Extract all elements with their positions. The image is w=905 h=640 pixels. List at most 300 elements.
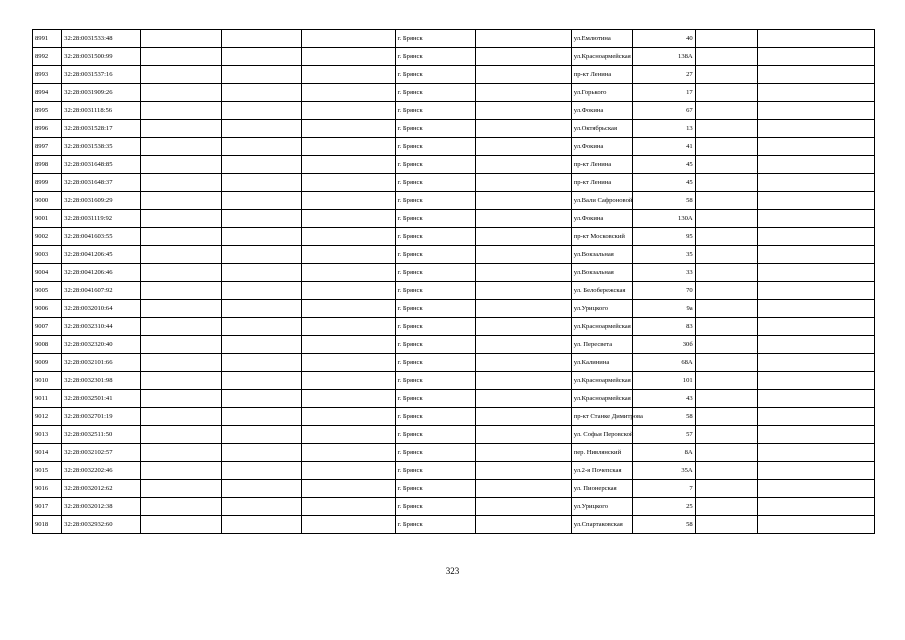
house-number: 8А xyxy=(633,444,696,462)
house-number: 58 xyxy=(633,516,696,534)
empty-cell xyxy=(758,390,875,408)
street-cell: ул.Емлютина xyxy=(571,30,632,48)
empty-cell xyxy=(695,336,758,354)
empty-cell xyxy=(475,120,571,138)
empty-cell xyxy=(758,426,875,444)
city-cell: г. Брянск xyxy=(395,498,475,516)
empty-cell xyxy=(141,120,221,138)
street-cell: ул.Урицкого xyxy=(571,498,632,516)
empty-cell xyxy=(221,354,301,372)
empty-cell xyxy=(475,498,571,516)
street-cell: ул. Белобережская xyxy=(571,282,632,300)
city-cell: г. Брянск xyxy=(395,102,475,120)
empty-cell xyxy=(301,462,395,480)
empty-cell xyxy=(758,480,875,498)
cadastral-number: 32:28:0032012:62 xyxy=(62,480,141,498)
empty-cell xyxy=(221,318,301,336)
empty-cell xyxy=(475,264,571,282)
table-row xyxy=(33,156,875,174)
row-number: 9017 xyxy=(33,498,62,516)
cadastral-number: 32:28:0032012:38 xyxy=(62,498,141,516)
empty-cell xyxy=(301,246,395,264)
cadastral-number: 32:28:0031119:92 xyxy=(62,210,141,228)
row-number: 9004 xyxy=(33,264,62,282)
cadastral-number: 32:28:0031538:35 xyxy=(62,138,141,156)
empty-cell xyxy=(758,408,875,426)
empty-cell xyxy=(695,138,758,156)
street-cell: пр-кт Ленина xyxy=(571,174,632,192)
empty-cell xyxy=(221,498,301,516)
street-cell: ул. Пересвета xyxy=(571,336,632,354)
empty-cell xyxy=(695,84,758,102)
empty-cell xyxy=(475,84,571,102)
empty-cell xyxy=(141,156,221,174)
cadastral-number: 32:28:0031533:48 xyxy=(62,30,141,48)
empty-cell xyxy=(758,120,875,138)
house-number: 30б xyxy=(633,336,696,354)
empty-cell xyxy=(695,516,758,534)
empty-cell xyxy=(758,282,875,300)
house-number: 130А xyxy=(633,210,696,228)
cadastral-number: 32:28:0041206:46 xyxy=(62,264,141,282)
empty-cell xyxy=(695,354,758,372)
table-row xyxy=(33,462,875,480)
house-number: 45 xyxy=(633,156,696,174)
city-cell: г. Брянск xyxy=(395,246,475,264)
house-number: 68А xyxy=(633,354,696,372)
empty-cell xyxy=(141,84,221,102)
table-row xyxy=(33,336,875,354)
empty-cell xyxy=(221,264,301,282)
empty-cell xyxy=(758,156,875,174)
street-cell: пр-кт Ленина xyxy=(571,156,632,174)
house-number: 83 xyxy=(633,318,696,336)
table-row xyxy=(33,390,875,408)
city-cell: г. Брянск xyxy=(395,156,475,174)
city-cell: г. Брянск xyxy=(395,444,475,462)
street-cell: ул. Софьи Перовской xyxy=(571,426,632,444)
table-row xyxy=(33,354,875,372)
empty-cell xyxy=(301,84,395,102)
empty-cell xyxy=(758,84,875,102)
house-number: 27 xyxy=(633,66,696,84)
cadastral-number: 32:28:0031528:17 xyxy=(62,120,141,138)
empty-cell xyxy=(695,300,758,318)
house-number: 33 xyxy=(633,264,696,282)
empty-cell xyxy=(758,444,875,462)
empty-cell xyxy=(475,372,571,390)
empty-cell xyxy=(695,282,758,300)
cadastral-number: 32:28:0032501:41 xyxy=(62,390,141,408)
table-row xyxy=(33,282,875,300)
empty-cell xyxy=(141,516,221,534)
table-row xyxy=(33,372,875,390)
row-number: 9013 xyxy=(33,426,62,444)
cadastral-number: 32:28:0031537:16 xyxy=(62,66,141,84)
city-cell: г. Брянск xyxy=(395,66,475,84)
empty-cell xyxy=(758,66,875,84)
empty-cell xyxy=(221,336,301,354)
city-cell: г. Брянск xyxy=(395,426,475,444)
city-cell: г. Брянск xyxy=(395,336,475,354)
empty-cell xyxy=(301,282,395,300)
table-row xyxy=(33,48,875,66)
register-table xyxy=(32,29,875,534)
city-cell: г. Брянск xyxy=(395,120,475,138)
empty-cell xyxy=(301,336,395,354)
city-cell: г. Брянск xyxy=(395,174,475,192)
empty-cell xyxy=(221,102,301,120)
empty-cell xyxy=(475,354,571,372)
house-number: 17 xyxy=(633,84,696,102)
empty-cell xyxy=(475,48,571,66)
empty-cell xyxy=(475,228,571,246)
city-cell: г. Брянск xyxy=(395,300,475,318)
table-row xyxy=(33,318,875,336)
row-number: 8992 xyxy=(33,48,62,66)
city-cell: г. Брянск xyxy=(395,84,475,102)
row-number: 9011 xyxy=(33,390,62,408)
house-number: 67 xyxy=(633,102,696,120)
row-number: 8997 xyxy=(33,138,62,156)
empty-cell xyxy=(475,246,571,264)
empty-cell xyxy=(475,390,571,408)
table-row xyxy=(33,66,875,84)
empty-cell xyxy=(301,120,395,138)
cadastral-number: 32:28:0031648:37 xyxy=(62,174,141,192)
table-row xyxy=(33,516,875,534)
empty-cell xyxy=(141,390,221,408)
row-number: 9000 xyxy=(33,192,62,210)
city-cell: г. Брянск xyxy=(395,30,475,48)
cadastral-number: 32:28:0041607:92 xyxy=(62,282,141,300)
house-number: 43 xyxy=(633,390,696,408)
street-cell: пр-кт Московский xyxy=(571,228,632,246)
empty-cell xyxy=(475,102,571,120)
empty-cell xyxy=(475,66,571,84)
street-cell: ул.Горького xyxy=(571,84,632,102)
row-number: 9010 xyxy=(33,372,62,390)
empty-cell xyxy=(695,102,758,120)
empty-cell xyxy=(475,156,571,174)
empty-cell xyxy=(221,228,301,246)
empty-cell xyxy=(475,462,571,480)
empty-cell xyxy=(758,264,875,282)
empty-cell xyxy=(695,66,758,84)
house-number: 58 xyxy=(633,408,696,426)
empty-cell xyxy=(141,480,221,498)
empty-cell xyxy=(301,192,395,210)
empty-cell xyxy=(301,210,395,228)
empty-cell xyxy=(475,300,571,318)
empty-cell xyxy=(758,246,875,264)
empty-cell xyxy=(141,282,221,300)
empty-cell xyxy=(221,84,301,102)
empty-cell xyxy=(141,426,221,444)
row-number: 9018 xyxy=(33,516,62,534)
empty-cell xyxy=(475,210,571,228)
empty-cell xyxy=(758,516,875,534)
empty-cell xyxy=(695,372,758,390)
city-cell: г. Брянск xyxy=(395,282,475,300)
empty-cell xyxy=(475,336,571,354)
street-cell: ул.2-я Почепская xyxy=(571,462,632,480)
row-number: 8995 xyxy=(33,102,62,120)
house-number: 41 xyxy=(633,138,696,156)
cadastral-number: 32:28:0032010:64 xyxy=(62,300,141,318)
street-cell: пр-кт Станке Димитрова xyxy=(571,408,632,426)
empty-cell xyxy=(695,192,758,210)
empty-cell xyxy=(221,120,301,138)
street-cell: ул.Красноармейская xyxy=(571,318,632,336)
empty-cell xyxy=(221,30,301,48)
table-row xyxy=(33,264,875,282)
empty-cell xyxy=(221,282,301,300)
table-row xyxy=(33,300,875,318)
empty-cell xyxy=(221,444,301,462)
empty-cell xyxy=(695,390,758,408)
row-number: 9007 xyxy=(33,318,62,336)
empty-cell xyxy=(141,48,221,66)
empty-cell xyxy=(695,480,758,498)
city-cell: г. Брянск xyxy=(395,372,475,390)
cadastral-number: 32:28:0032310:44 xyxy=(62,318,141,336)
empty-cell xyxy=(475,480,571,498)
empty-cell xyxy=(221,426,301,444)
house-number: 58 xyxy=(633,192,696,210)
house-number: 70 xyxy=(633,282,696,300)
empty-cell xyxy=(301,426,395,444)
table-row xyxy=(33,30,875,48)
empty-cell xyxy=(695,408,758,426)
city-cell: г. Брянск xyxy=(395,210,475,228)
empty-cell xyxy=(221,174,301,192)
empty-cell xyxy=(301,444,395,462)
empty-cell xyxy=(301,138,395,156)
empty-cell xyxy=(758,372,875,390)
empty-cell xyxy=(758,192,875,210)
empty-cell xyxy=(758,174,875,192)
empty-cell xyxy=(221,192,301,210)
cadastral-number: 32:28:0041603:55 xyxy=(62,228,141,246)
empty-cell xyxy=(301,480,395,498)
empty-cell xyxy=(221,300,301,318)
empty-cell xyxy=(221,138,301,156)
table-row xyxy=(33,498,875,516)
empty-cell xyxy=(221,66,301,84)
city-cell: г. Брянск xyxy=(395,138,475,156)
empty-cell xyxy=(141,354,221,372)
empty-cell xyxy=(301,408,395,426)
empty-cell xyxy=(758,48,875,66)
house-number: 138А xyxy=(633,48,696,66)
row-number: 9005 xyxy=(33,282,62,300)
empty-cell xyxy=(695,174,758,192)
table-row xyxy=(33,480,875,498)
empty-cell xyxy=(141,372,221,390)
empty-cell xyxy=(221,408,301,426)
empty-cell xyxy=(141,498,221,516)
empty-cell xyxy=(475,444,571,462)
cadastral-number: 32:28:0032301:98 xyxy=(62,372,141,390)
empty-cell xyxy=(301,390,395,408)
cadastral-number: 32:28:0032511:50 xyxy=(62,426,141,444)
row-number: 8993 xyxy=(33,66,62,84)
cadastral-number: 32:28:0032932:60 xyxy=(62,516,141,534)
city-cell: г. Брянск xyxy=(395,480,475,498)
empty-cell xyxy=(758,228,875,246)
city-cell: г. Брянск xyxy=(395,354,475,372)
empty-cell xyxy=(301,354,395,372)
empty-cell xyxy=(221,48,301,66)
city-cell: г. Брянск xyxy=(395,48,475,66)
house-number: 35 xyxy=(633,246,696,264)
empty-cell xyxy=(221,246,301,264)
empty-cell xyxy=(695,264,758,282)
empty-cell xyxy=(301,516,395,534)
empty-cell xyxy=(475,192,571,210)
street-cell: ул.Вали Сафроновой xyxy=(571,192,632,210)
house-number: 45 xyxy=(633,174,696,192)
row-number: 8996 xyxy=(33,120,62,138)
house-number: 35А xyxy=(633,462,696,480)
row-number: 8998 xyxy=(33,156,62,174)
empty-cell xyxy=(141,138,221,156)
street-cell: ул.Вокзальная xyxy=(571,246,632,264)
empty-cell xyxy=(301,264,395,282)
empty-cell xyxy=(475,174,571,192)
empty-cell xyxy=(141,192,221,210)
row-number: 9001 xyxy=(33,210,62,228)
house-number: 13 xyxy=(633,120,696,138)
table-row xyxy=(33,228,875,246)
empty-cell xyxy=(221,462,301,480)
street-cell: ул.Урицкого xyxy=(571,300,632,318)
empty-cell xyxy=(758,102,875,120)
empty-cell xyxy=(695,246,758,264)
row-number: 8999 xyxy=(33,174,62,192)
street-cell: пер. Нивлянский xyxy=(571,444,632,462)
street-cell: ул.Красноармейская xyxy=(571,48,632,66)
street-cell: ул.Вокзальная xyxy=(571,264,632,282)
empty-cell xyxy=(301,66,395,84)
empty-cell xyxy=(141,318,221,336)
table-row xyxy=(33,210,875,228)
empty-cell xyxy=(301,102,395,120)
empty-cell xyxy=(141,228,221,246)
empty-cell xyxy=(141,66,221,84)
empty-cell xyxy=(758,336,875,354)
table-row xyxy=(33,246,875,264)
empty-cell xyxy=(141,174,221,192)
street-cell: ул.Октябрьская xyxy=(571,120,632,138)
empty-cell xyxy=(758,498,875,516)
row-number: 9002 xyxy=(33,228,62,246)
empty-cell xyxy=(758,354,875,372)
city-cell: г. Брянск xyxy=(395,318,475,336)
cadastral-number: 32:28:0031648:85 xyxy=(62,156,141,174)
cadastral-number: 32:28:0031909:26 xyxy=(62,84,141,102)
cadastral-number: 32:28:0031500:99 xyxy=(62,48,141,66)
table-body xyxy=(33,30,875,534)
empty-cell xyxy=(301,174,395,192)
empty-cell xyxy=(695,120,758,138)
cadastral-number: 32:28:0031118:56 xyxy=(62,102,141,120)
empty-cell xyxy=(695,462,758,480)
street-cell: ул.Фокина xyxy=(571,138,632,156)
empty-cell xyxy=(695,426,758,444)
city-cell: г. Брянск xyxy=(395,462,475,480)
empty-cell xyxy=(758,138,875,156)
empty-cell xyxy=(301,48,395,66)
city-cell: г. Брянск xyxy=(395,264,475,282)
empty-cell xyxy=(475,30,571,48)
table-row xyxy=(33,174,875,192)
table-row xyxy=(33,192,875,210)
house-number: 40 xyxy=(633,30,696,48)
cadastral-number: 32:28:0032320:40 xyxy=(62,336,141,354)
empty-cell xyxy=(475,318,571,336)
empty-cell xyxy=(475,426,571,444)
row-number: 8994 xyxy=(33,84,62,102)
house-number: 9а xyxy=(633,300,696,318)
empty-cell xyxy=(758,30,875,48)
cadastral-number: 32:28:0032701:19 xyxy=(62,408,141,426)
empty-cell xyxy=(221,480,301,498)
page-number: 323 xyxy=(445,566,460,576)
cadastral-number: 32:28:0032202:46 xyxy=(62,462,141,480)
street-cell: ул.Красноармейская xyxy=(571,390,632,408)
empty-cell xyxy=(475,516,571,534)
street-cell: ул.Красноармейская xyxy=(571,372,632,390)
empty-cell xyxy=(301,30,395,48)
city-cell: г. Брянск xyxy=(395,192,475,210)
table-row xyxy=(33,138,875,156)
row-number: 8991 xyxy=(33,30,62,48)
city-cell: г. Брянск xyxy=(395,516,475,534)
empty-cell xyxy=(221,372,301,390)
row-number: 9015 xyxy=(33,462,62,480)
row-number: 9008 xyxy=(33,336,62,354)
empty-cell xyxy=(301,228,395,246)
empty-cell xyxy=(695,210,758,228)
empty-cell xyxy=(141,264,221,282)
street-cell: пр-кт Ленина xyxy=(571,66,632,84)
table-row xyxy=(33,444,875,462)
empty-cell xyxy=(301,372,395,390)
empty-cell xyxy=(221,390,301,408)
city-cell: г. Брянск xyxy=(395,228,475,246)
street-cell: ул.Спартаковская xyxy=(571,516,632,534)
empty-cell xyxy=(221,516,301,534)
empty-cell xyxy=(141,408,221,426)
row-number: 9014 xyxy=(33,444,62,462)
empty-cell xyxy=(475,282,571,300)
empty-cell xyxy=(758,462,875,480)
empty-cell xyxy=(221,210,301,228)
city-cell: г. Брянск xyxy=(395,390,475,408)
empty-cell xyxy=(695,498,758,516)
street-cell: ул.Калинина xyxy=(571,354,632,372)
empty-cell xyxy=(758,210,875,228)
empty-cell xyxy=(475,138,571,156)
empty-cell xyxy=(475,408,571,426)
empty-cell xyxy=(141,336,221,354)
table-row xyxy=(33,120,875,138)
table-row xyxy=(33,102,875,120)
empty-cell xyxy=(301,300,395,318)
row-number: 9016 xyxy=(33,480,62,498)
